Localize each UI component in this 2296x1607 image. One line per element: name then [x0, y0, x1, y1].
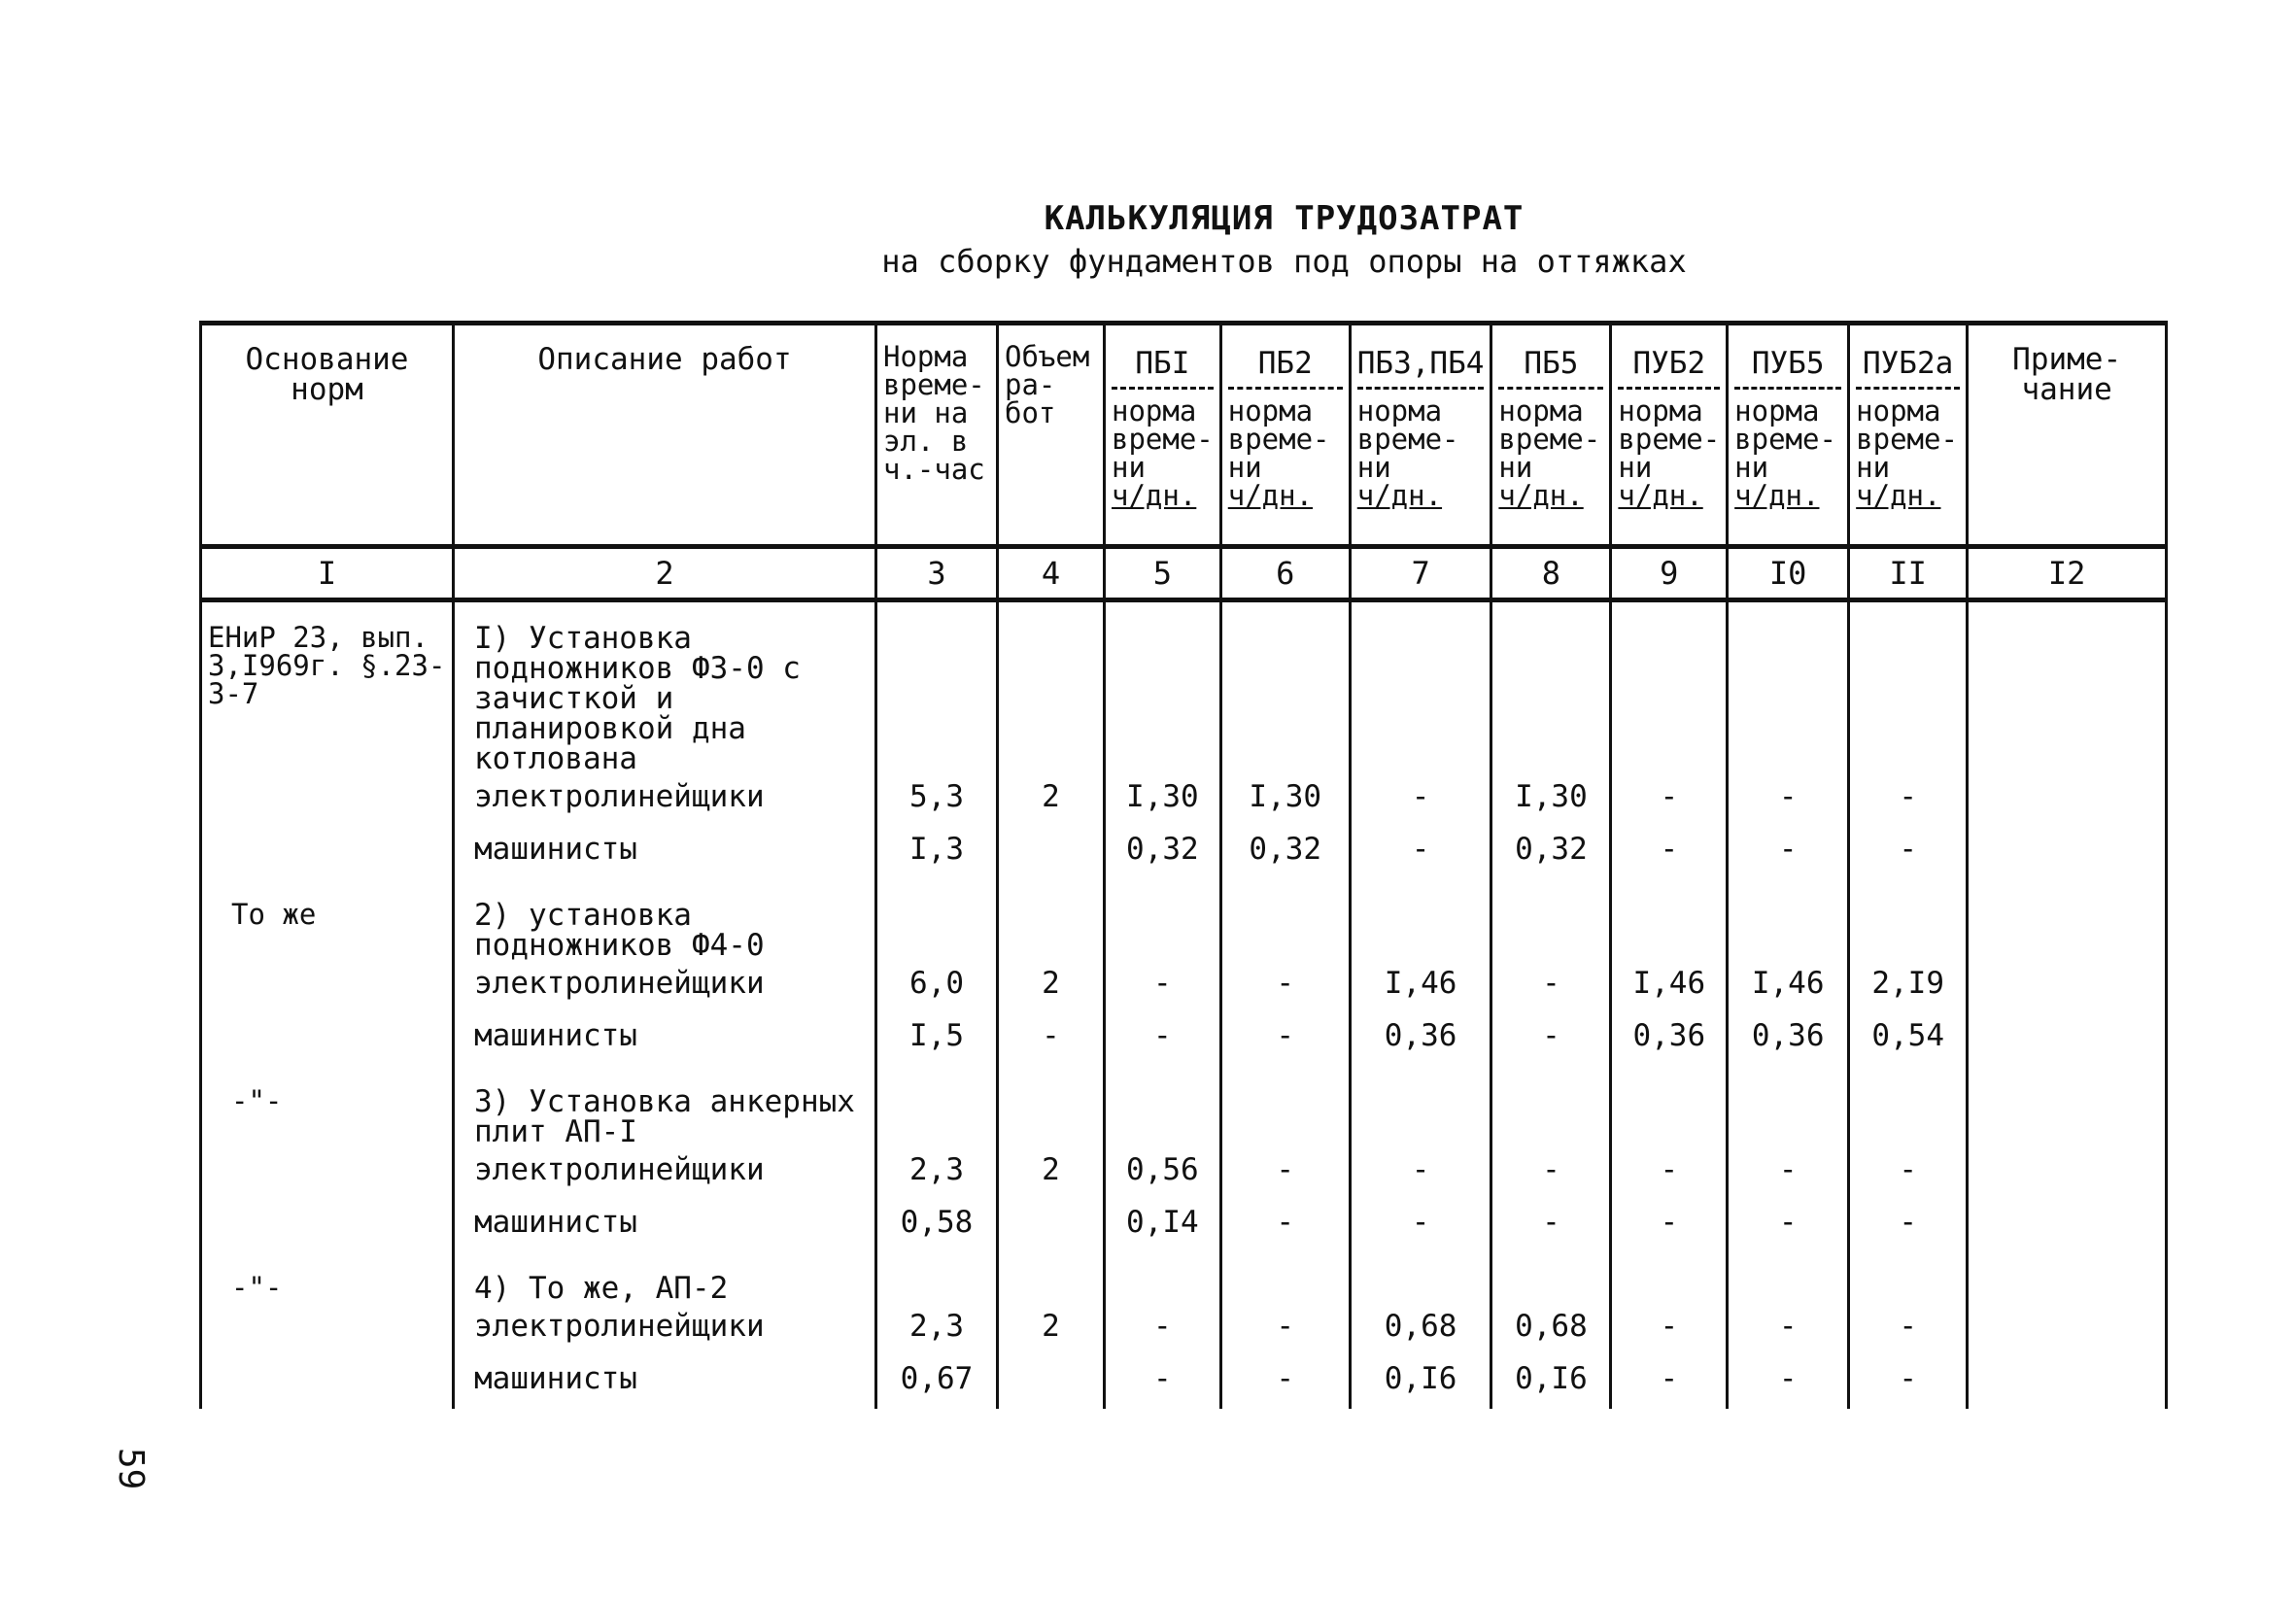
norm-value: -: [1611, 1147, 1728, 1200]
norm-value: I,30: [1105, 774, 1221, 827]
norm-value: -: [1728, 1200, 1849, 1252]
col-number: 6: [1220, 547, 1350, 600]
time-norm-value: I,5: [876, 1013, 998, 1066]
empty-cell: [1728, 1066, 1849, 1147]
header-pub2-unit: ч/дн.: [1618, 479, 1703, 512]
document-title: КАЛЬКУЛЯЦИЯ ТРУДОЗАТРАТ: [1044, 199, 1525, 238]
empty-cell: [1105, 600, 1221, 775]
group-header-row: [201, 1066, 2167, 1147]
empty-cell: [1105, 879, 1221, 961]
worker-category: машинисты: [454, 1200, 876, 1252]
header-pb2: [1220, 324, 1350, 547]
norm-value: -: [1849, 1356, 1968, 1409]
header-pub5-unit: ч/дн.: [1734, 479, 1820, 512]
empty-cell: [876, 1066, 998, 1147]
basis-cell: ЕНиР 23, вып. 3,I969г. §.23-3-7: [201, 600, 454, 775]
empty-cell: [201, 1304, 454, 1356]
norm-value: 0,54: [1849, 1013, 1968, 1066]
col-number: I0: [1728, 547, 1849, 600]
empty-cell: [1350, 1066, 1491, 1147]
norm-value: I,46: [1728, 961, 1849, 1013]
norm-value: -: [1491, 1147, 1611, 1200]
header-pub2-label: ПУБ2: [1618, 345, 1720, 390]
empty-cell: [1105, 1252, 1221, 1304]
col-number: 7: [1350, 547, 1491, 600]
volume-value: [998, 1200, 1105, 1252]
empty-cell: [1728, 1252, 1849, 1304]
time-norm-value: 0,58: [876, 1200, 998, 1252]
empty-cell: [1849, 600, 1968, 775]
header-note: Приме-чание: [1968, 324, 2167, 547]
header-pb3-label: ПБ3,ПБ4: [1357, 345, 1485, 390]
header-pb2-norm: норма време-ни: [1227, 394, 1330, 484]
table-row: [201, 1013, 2167, 1066]
norm-value: -: [1611, 1304, 1728, 1356]
labor-cost-table: [199, 321, 2168, 1409]
basis-cell: То же: [201, 879, 454, 961]
header-row: [201, 324, 2167, 547]
note-cell: [1968, 1304, 2167, 1356]
col-number: 2: [454, 547, 876, 600]
empty-cell: [876, 600, 998, 775]
empty-cell: [1849, 879, 1968, 961]
empty-cell: [998, 1066, 1105, 1147]
norm-value: 0,36: [1611, 1013, 1728, 1066]
empty-cell: [1968, 600, 2167, 775]
col-number: 5: [1105, 547, 1221, 600]
empty-cell: [1968, 1066, 2167, 1147]
empty-cell: [1611, 879, 1728, 961]
col-number: 9: [1611, 547, 1728, 600]
norm-value: -: [1728, 774, 1849, 827]
empty-cell: [201, 961, 454, 1013]
norm-value: -: [1350, 1200, 1491, 1252]
empty-cell: [201, 1147, 454, 1200]
empty-cell: [201, 1356, 454, 1409]
volume-value: 2: [998, 961, 1105, 1013]
work-description: 4) То же, АП-2: [454, 1252, 876, 1304]
norm-value: -: [1220, 1200, 1350, 1252]
empty-cell: [1728, 879, 1849, 961]
volume-value: -: [998, 1013, 1105, 1066]
norm-value: -: [1849, 1200, 1968, 1252]
norm-value: 0,68: [1491, 1304, 1611, 1356]
header-pb5-unit: ч/дн.: [1498, 479, 1584, 512]
worker-category: электролинейщики: [454, 1304, 876, 1356]
time-norm-value: 0,67: [876, 1356, 998, 1409]
header-time-norm: Норма време-ни на эл. в ч.-час: [876, 324, 998, 547]
header-basis: Основание норм: [201, 324, 454, 547]
empty-cell: [998, 1252, 1105, 1304]
empty-cell: [1220, 1066, 1350, 1147]
norm-value: I,46: [1611, 961, 1728, 1013]
norm-value: -: [1849, 774, 1968, 827]
header-pub5: [1728, 324, 1849, 547]
norm-value: 0,56: [1105, 1147, 1221, 1200]
header-pub2-norm: норма време-ни: [1618, 394, 1721, 484]
table-row: [201, 827, 2167, 879]
header-pb3-norm: норма време-ни: [1356, 394, 1459, 484]
worker-category: машинисты: [454, 1013, 876, 1066]
table-row: [201, 1200, 2167, 1252]
norm-value: -: [1611, 774, 1728, 827]
note-cell: [1968, 1013, 2167, 1066]
header-pb5: [1491, 324, 1611, 547]
norm-value: -: [1105, 1356, 1221, 1409]
empty-cell: [1611, 1066, 1728, 1147]
norm-value: -: [1220, 1304, 1350, 1356]
header-pub2: [1611, 324, 1728, 547]
table-body: [201, 600, 2167, 1410]
norm-value: 0,32: [1220, 827, 1350, 879]
worker-category: электролинейщики: [454, 774, 876, 827]
header-pb1-label: ПБI: [1112, 345, 1214, 390]
table-row: [201, 1304, 2167, 1356]
table-row: [201, 774, 2167, 827]
norm-value: I,30: [1220, 774, 1350, 827]
norm-value: -: [1491, 1013, 1611, 1066]
empty-cell: [876, 879, 998, 961]
norm-value: -: [1611, 1356, 1728, 1409]
time-norm-value: 2,3: [876, 1147, 998, 1200]
norm-value: -: [1220, 961, 1350, 1013]
volume-value: 2: [998, 774, 1105, 827]
empty-cell: [1350, 600, 1491, 775]
volume-value: [998, 1356, 1105, 1409]
time-norm-value: I,3: [876, 827, 998, 879]
note-cell: [1968, 1200, 2167, 1252]
document-subtitle: на сборку фундаментов под опоры на оттяжках: [881, 243, 1687, 280]
header-pb3-pb4: [1350, 324, 1491, 547]
norm-value: -: [1491, 961, 1611, 1013]
norm-value: -: [1220, 1147, 1350, 1200]
header-pb1-unit: ч/дн.: [1112, 479, 1197, 512]
norm-value: 0,68: [1350, 1304, 1491, 1356]
norm-value: -: [1728, 1147, 1849, 1200]
empty-cell: [201, 774, 454, 827]
norm-value: -: [1611, 1200, 1728, 1252]
header-pb5-norm: норма време-ни: [1498, 394, 1601, 484]
empty-cell: [1611, 1252, 1728, 1304]
header-pub2a-norm: норма време-ни: [1856, 394, 1958, 484]
time-norm-value: 6,0: [876, 961, 998, 1013]
time-norm-value: 2,3: [876, 1304, 998, 1356]
empty-cell: [1491, 1252, 1611, 1304]
volume-value: 2: [998, 1147, 1105, 1200]
empty-cell: [1849, 1252, 1968, 1304]
empty-cell: [876, 1252, 998, 1304]
norm-value: -: [1728, 827, 1849, 879]
header-pub2a: [1849, 324, 1968, 547]
empty-cell: [1350, 879, 1491, 961]
header-pub2a-unit: ч/дн.: [1856, 479, 1941, 512]
empty-cell: [201, 1200, 454, 1252]
time-norm-value: 5,3: [876, 774, 998, 827]
basis-cell: -"-: [201, 1066, 454, 1147]
col-number: I2: [1968, 547, 2167, 600]
norm-value: 0,36: [1728, 1013, 1849, 1066]
column-number-row: [201, 547, 2167, 600]
col-number: 3: [876, 547, 998, 600]
norm-value: 0,I6: [1491, 1356, 1611, 1409]
norm-value: -: [1849, 1147, 1968, 1200]
group-header-row: [201, 1252, 2167, 1304]
note-cell: [1968, 1147, 2167, 1200]
header-pub2a-label: ПУБ2а: [1856, 345, 1960, 390]
empty-cell: [1350, 1252, 1491, 1304]
worker-category: электролинейщики: [454, 1147, 876, 1200]
worker-category: электролинейщики: [454, 961, 876, 1013]
header-pub5-label: ПУБ5: [1734, 345, 1841, 390]
empty-cell: [1491, 879, 1611, 961]
empty-cell: [998, 600, 1105, 775]
norm-value: 0,I6: [1350, 1356, 1491, 1409]
empty-cell: [1968, 879, 2167, 961]
header-pb1: [1105, 324, 1221, 547]
table-row: [201, 961, 2167, 1013]
volume-value: 2: [998, 1304, 1105, 1356]
norm-value: -: [1350, 827, 1491, 879]
norm-value: -: [1849, 1304, 1968, 1356]
norm-value: -: [1849, 827, 1968, 879]
norm-value: I,46: [1350, 961, 1491, 1013]
basis-cell: -"-: [201, 1252, 454, 1304]
note-cell: [1968, 961, 2167, 1013]
norm-value: -: [1491, 1200, 1611, 1252]
empty-cell: [998, 879, 1105, 961]
work-description: 3) Установка анкерных плит АП-I: [454, 1066, 876, 1147]
norm-value: -: [1728, 1304, 1849, 1356]
col-number: II: [1849, 547, 1968, 600]
page-number: 59: [111, 1448, 151, 1490]
header-pb3-unit: ч/дн.: [1356, 479, 1443, 512]
norm-value: 2,I9: [1849, 961, 1968, 1013]
norm-value: 0,32: [1105, 827, 1221, 879]
norm-value: -: [1728, 1356, 1849, 1409]
work-description: 2) установка подножников Ф4-0: [454, 879, 876, 961]
norm-value: -: [1220, 1013, 1350, 1066]
header-pb1-norm: норма време-ни: [1112, 394, 1214, 484]
norm-value: -: [1220, 1356, 1350, 1409]
norm-value: -: [1350, 1147, 1491, 1200]
worker-category: машинисты: [454, 1356, 876, 1409]
header-description: Описание работ: [454, 324, 876, 547]
group-header-row: [201, 879, 2167, 961]
header-pb2-label: ПБ2: [1228, 345, 1343, 390]
norm-value: 0,I4: [1105, 1200, 1221, 1252]
norm-value: -: [1350, 774, 1491, 827]
empty-cell: [1849, 1066, 1968, 1147]
note-cell: [1968, 827, 2167, 879]
volume-value: [998, 827, 1105, 879]
empty-cell: [1491, 1066, 1611, 1147]
norm-value: -: [1611, 827, 1728, 879]
empty-cell: [1728, 600, 1849, 775]
empty-cell: [1968, 1252, 2167, 1304]
header-volume: Объем ра-бот: [998, 324, 1105, 547]
worker-category: машинисты: [454, 827, 876, 879]
empty-cell: [1220, 600, 1350, 775]
norm-value: I,30: [1491, 774, 1611, 827]
empty-cell: [1105, 1066, 1221, 1147]
norm-value: -: [1105, 961, 1221, 1013]
empty-cell: [1491, 600, 1611, 775]
header-pb2-unit: ч/дн.: [1227, 479, 1314, 512]
empty-cell: [1220, 879, 1350, 961]
empty-cell: [201, 1013, 454, 1066]
col-number: 8: [1491, 547, 1611, 600]
table-row: [201, 1147, 2167, 1200]
empty-cell: [1611, 600, 1728, 775]
norm-value: -: [1105, 1013, 1221, 1066]
norm-value: -: [1105, 1304, 1221, 1356]
note-cell: [1968, 1356, 2167, 1409]
work-description: I) Установка подножников Ф3-0 с зачисткой и планировкой дна котлована: [454, 600, 876, 775]
header-pub5-norm: норма време-ни: [1734, 394, 1836, 484]
empty-cell: [201, 827, 454, 879]
norm-value: 0,32: [1491, 827, 1611, 879]
table-row: [201, 1356, 2167, 1409]
col-number: 4: [998, 547, 1105, 600]
col-number: I: [201, 547, 454, 600]
group-header-row: [201, 600, 2167, 775]
norm-value: 0,36: [1350, 1013, 1491, 1066]
header-pb5-label: ПБ5: [1498, 345, 1603, 390]
empty-cell: [1220, 1252, 1350, 1304]
note-cell: [1968, 774, 2167, 827]
